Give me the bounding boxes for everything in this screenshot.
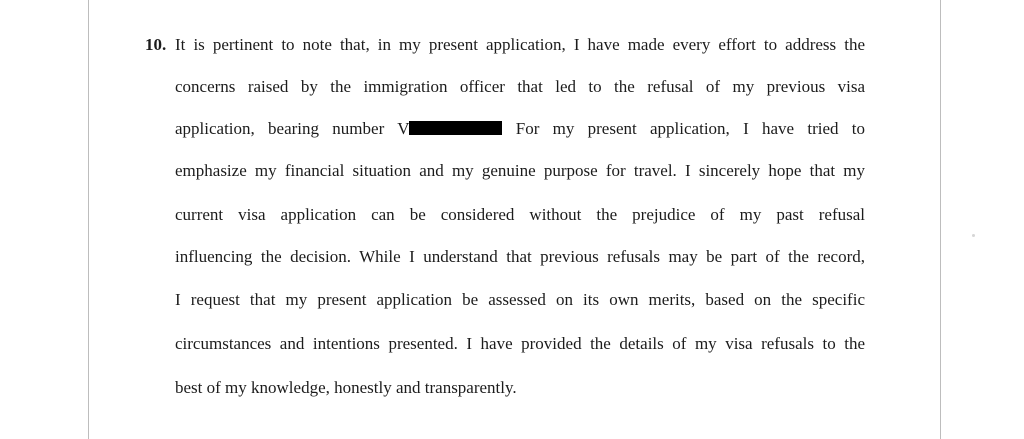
paragraph-line-with-redaction bbox=[175, 118, 865, 140]
paragraph-line: emphasize my financial situation and my genuine purpose for travel. I sincerely hope that my bbox=[175, 161, 865, 180]
scan-speck bbox=[972, 234, 975, 237]
page-border-left bbox=[88, 0, 89, 439]
line-text-before-redaction: application, bearing number V bbox=[175, 119, 410, 138]
paragraph-line: concerns raised by the immigration officer that led to the refusal of my previous visa bbox=[175, 77, 865, 96]
paragraph-line: current visa application can be considered without the prejudice of my past refusal bbox=[175, 205, 865, 224]
paragraph-number: 10. bbox=[145, 35, 167, 54]
paragraph-line: It is pertinent to note that, in my present application, I have made every effort to address the bbox=[175, 35, 865, 54]
redaction-block bbox=[409, 121, 502, 135]
paragraph-line: influencing the decision. While I understand that previous refusals may be part of the record, bbox=[175, 247, 865, 266]
paragraph-line: best of my knowledge, honestly and transparently. bbox=[175, 378, 517, 397]
paragraph-line: circumstances and intentions presented. I have provided the details of my visa refusals to the bbox=[175, 334, 865, 353]
paragraph-line: I request that my present application be assessed on its own merits, based on the specific bbox=[175, 290, 865, 309]
page-border-right bbox=[940, 0, 941, 439]
line-text-after-redaction: For my present application, I have tried to bbox=[515, 119, 866, 138]
